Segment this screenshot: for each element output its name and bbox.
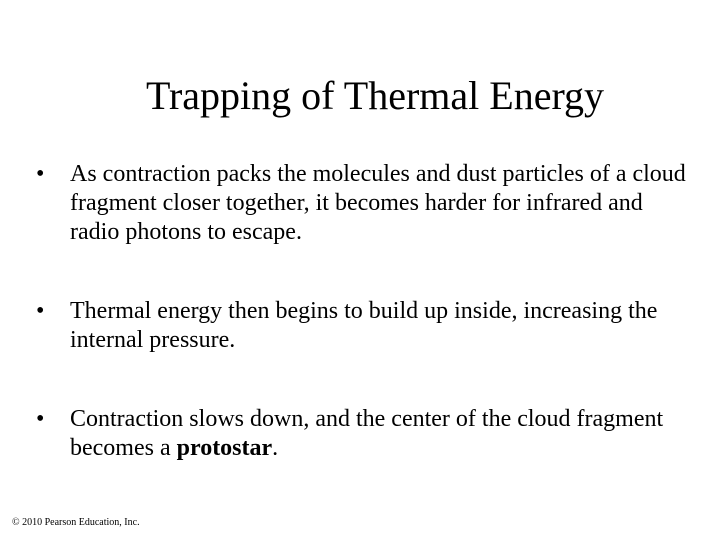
bullet-text-before: Contraction slows down, and the center of the cloud fragment becomes a bbox=[70, 406, 664, 461]
bullet-item bbox=[36, 405, 696, 463]
bullet-item bbox=[36, 297, 696, 355]
bullet-marker: • bbox=[36, 298, 45, 324]
bullet-text: Thermal energy then begins to build up inside, increasing the internal pressure. bbox=[70, 298, 658, 353]
bullet-list bbox=[36, 160, 696, 463]
slide-title: Trapping of Thermal Energy bbox=[145, 73, 605, 118]
bullet-item bbox=[36, 160, 696, 247]
copyright-footer: © 2010 Pearson Education, Inc. bbox=[12, 517, 140, 528]
bullet-text bbox=[70, 406, 663, 461]
bullet-text: As contraction packs the molecules and dust particles of a cloud fragment closer together, it becomes harder for infrared and radio photons to escape. bbox=[70, 161, 686, 245]
bullet-text-after: . bbox=[272, 435, 279, 461]
protostar-term: protostar bbox=[176, 435, 273, 461]
bullet-marker: • bbox=[36, 161, 45, 187]
bullet-marker: • bbox=[36, 406, 45, 432]
